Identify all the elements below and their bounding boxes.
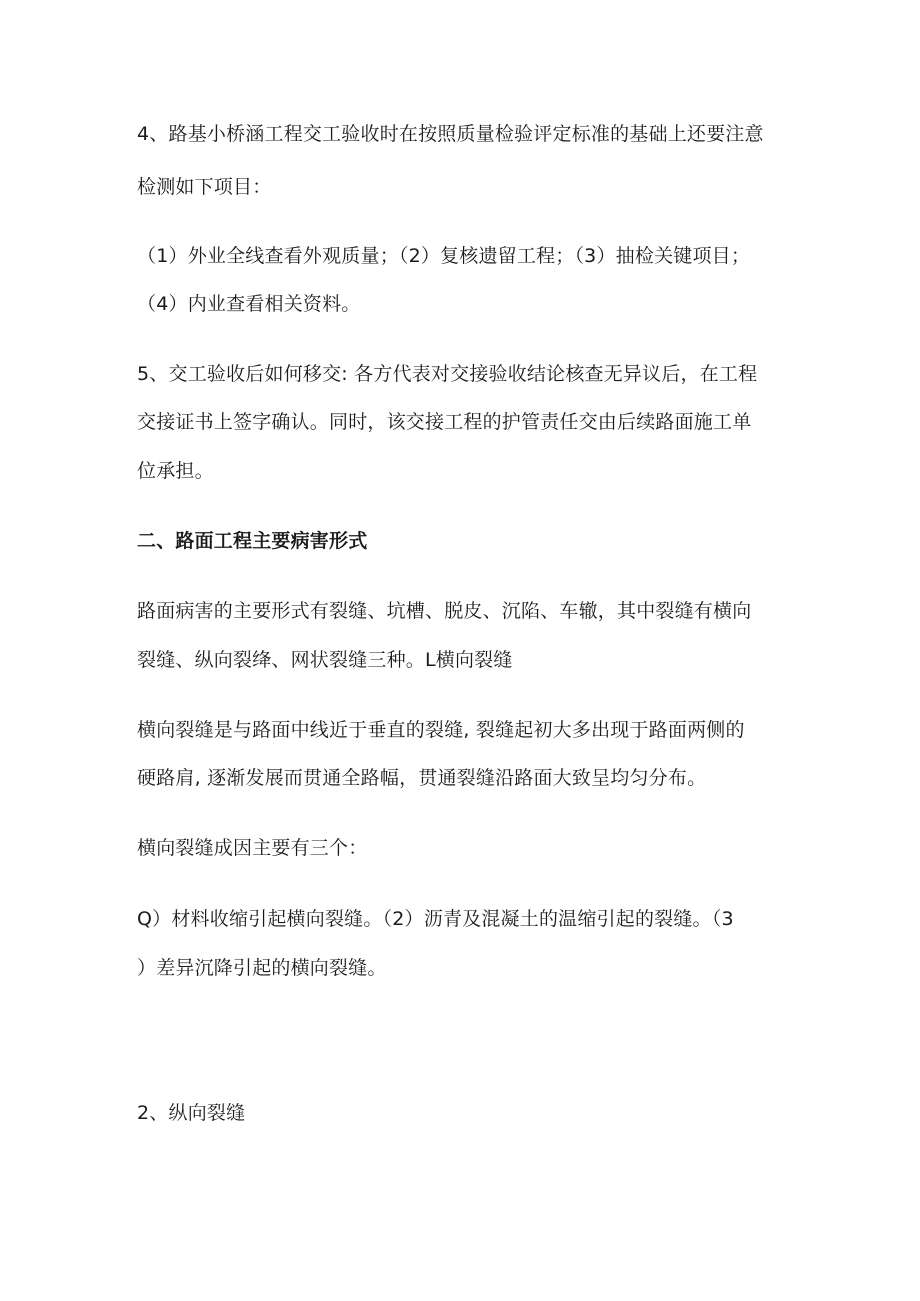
section2-intro-line2: 裂缝、纵向裂绛、网状裂缝三种。L横向裂缝 [137,649,513,671]
transverse-desc-line2: 硬路肩, 逐渐发展而贯通全路幅，贯通裂缝沿路面大致呈均匀分布。 [137,767,707,789]
item5-line1: 5、交工验收后如何移交: 各方代表对交接验收结论核查无异议后，在工程 [137,363,758,385]
transverse-causes-line2: ）差异沉降引起的横向裂缝。 [137,957,387,979]
section2-heading: 二、路面工程主要病害形式 [137,530,368,552]
item5-line3: 位承担。 [137,460,214,482]
item5-line2: 交接证书上签字确认。同时，该交接工程的护管责任交由后续路面施工单 [137,411,752,433]
section2-intro-line1: 路面病害的主要形式有裂缝、坑槽、脱皮、沉陷、车辙，其中裂缝有横向 [137,600,752,622]
item2-heading: 2、纵向裂缝 [137,1102,246,1124]
item4-line1: 4、路基小桥涵工程交工验收时在按照质量检验评定标准的基础上还要注意 [137,123,764,145]
transverse-causes-line1: Q）材料收缩引起横向裂缝。（2）沥青及混凝土的温缩引起的裂缝。（3 [137,908,734,930]
transverse-causes-title: 横向裂缝成因主要有三个： [137,837,368,859]
item4-list-line1: （1）外业全线查看外观质量；（2）复核遗留工程；（3）抽检关键项目； [137,245,751,267]
item4-line2: 检测如下项目： [137,176,272,198]
transverse-desc-line1: 横向裂缝是与路面中线近于垂直的裂缝, 裂缝起初大多出现于路面两侧的 [137,719,745,741]
item4-list-line2: （4）内业查看相关资料。 [137,293,361,315]
